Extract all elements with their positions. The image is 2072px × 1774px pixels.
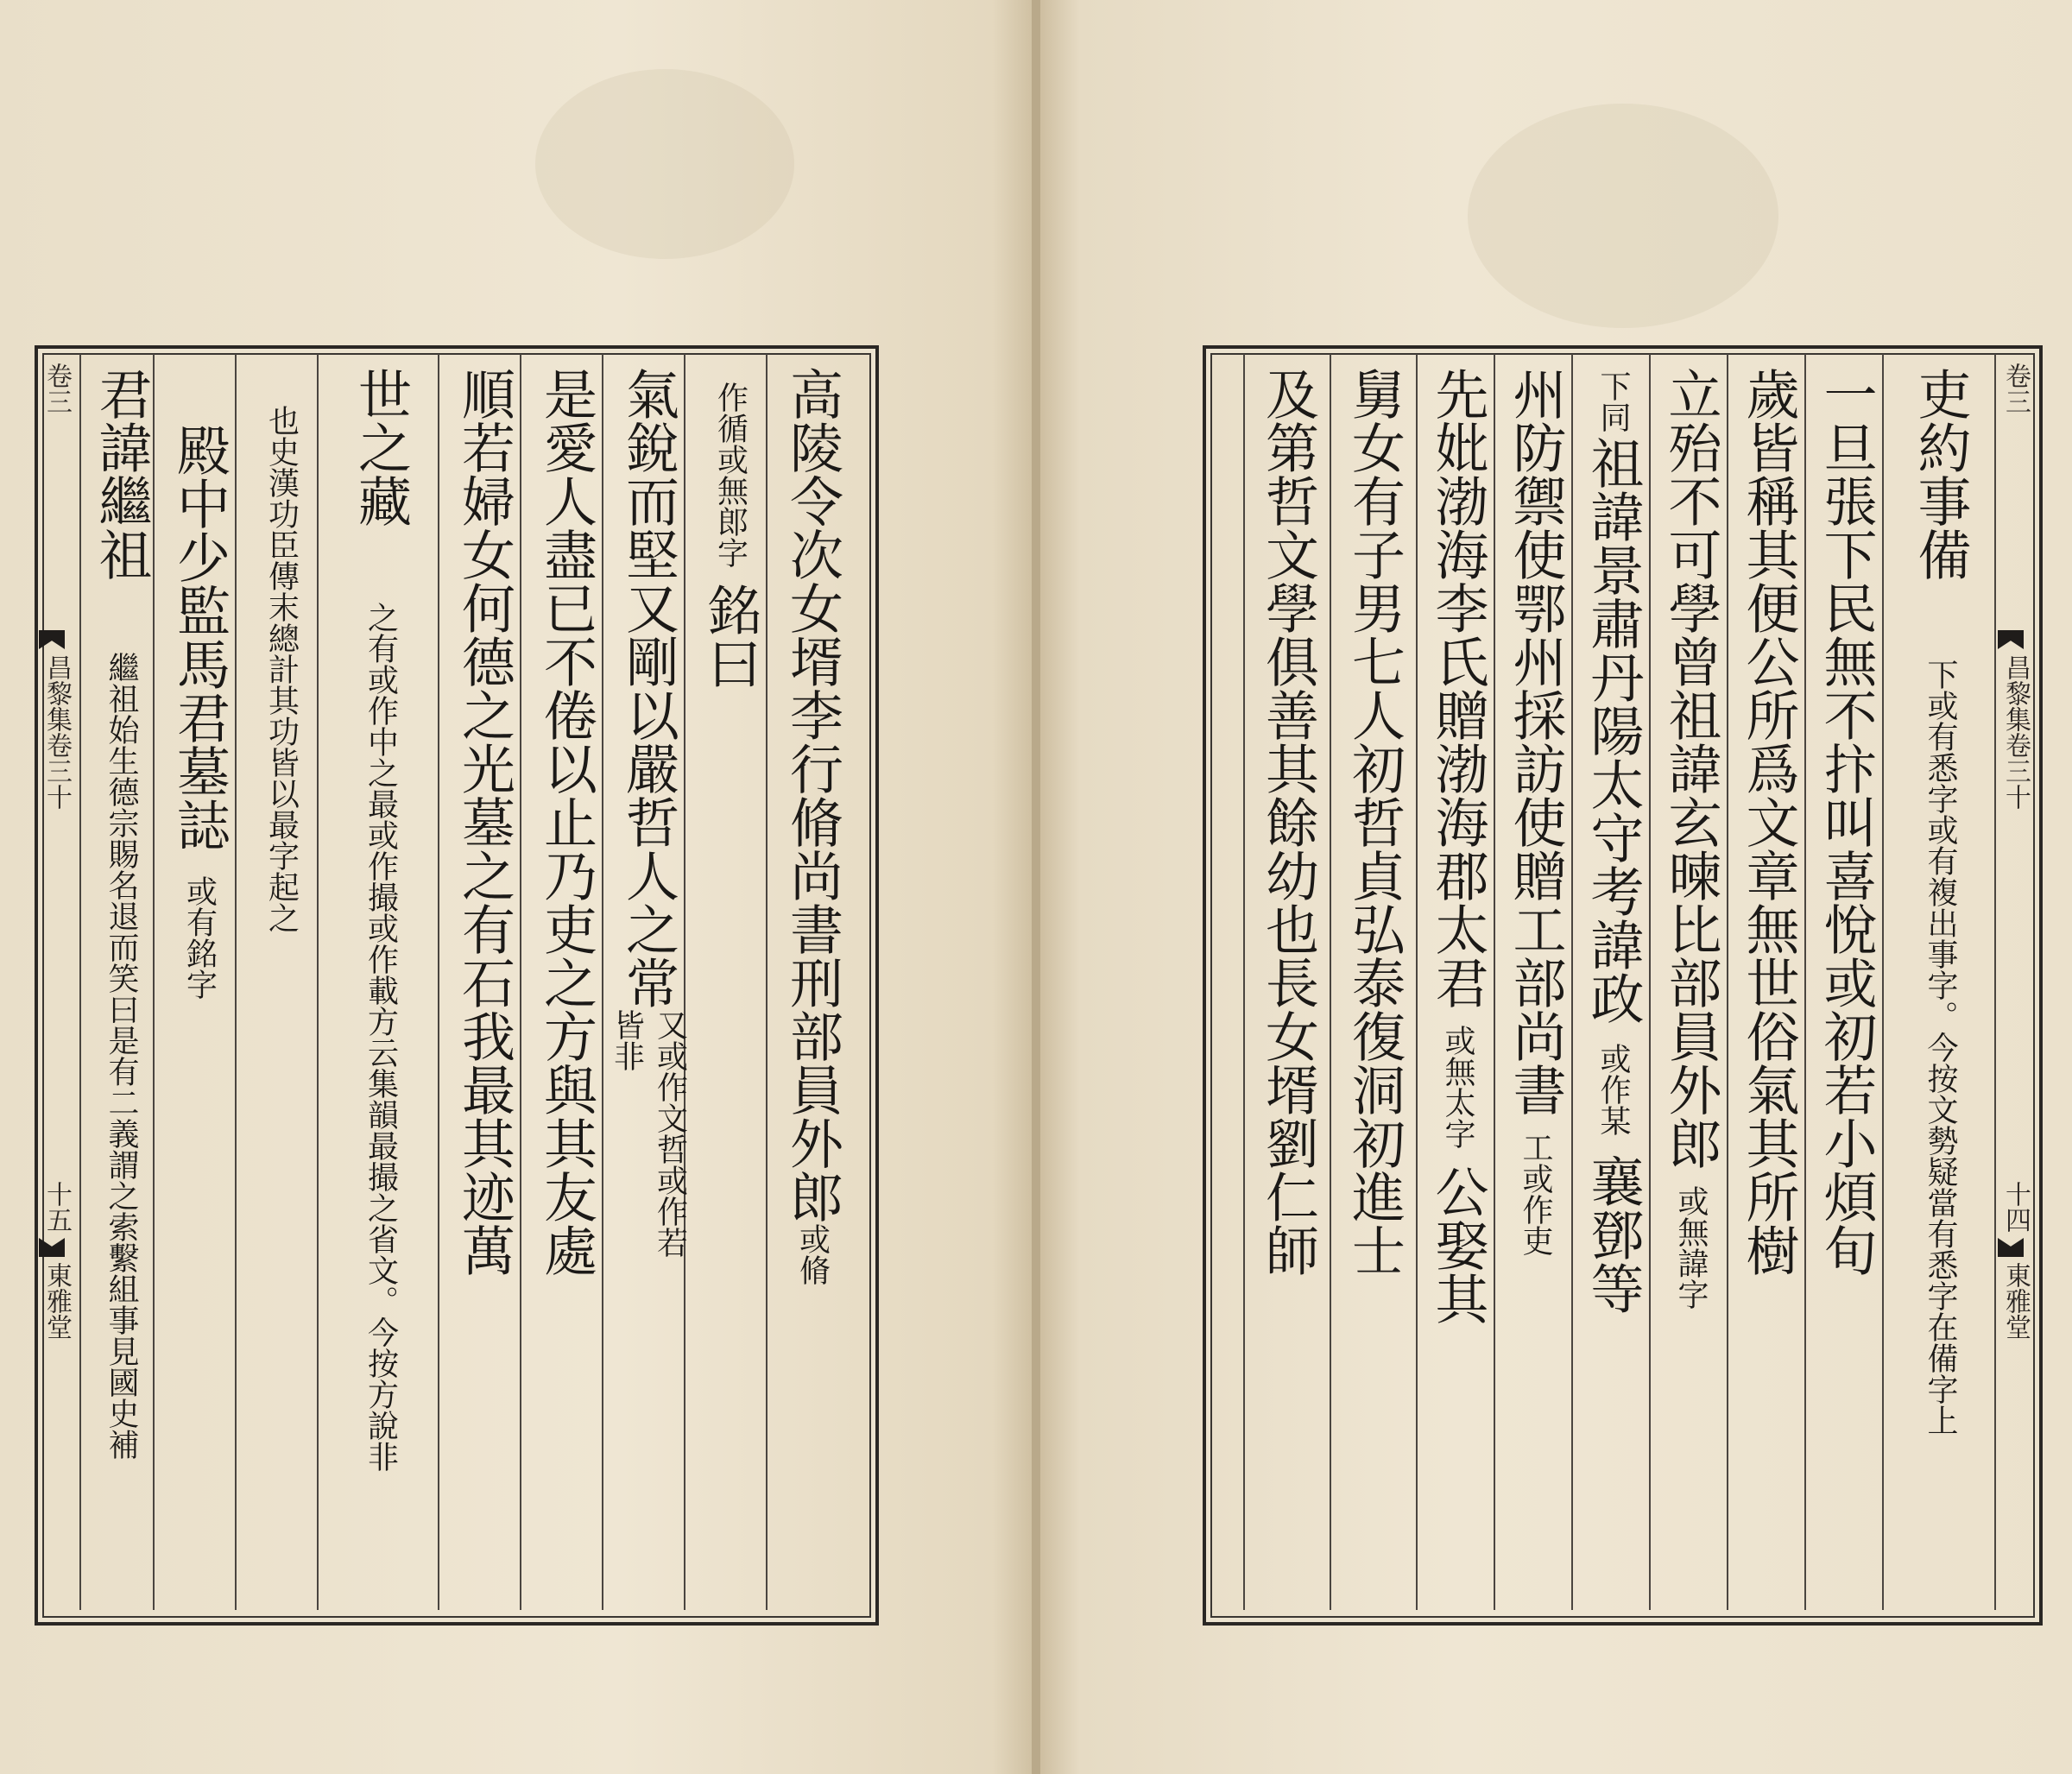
column-text: 公娶其 — [1426, 1165, 1489, 1325]
column-note: 或作某 — [1595, 1043, 1631, 1136]
strip-press: 東雅堂 — [41, 1262, 72, 1340]
column-text: 順若婦女何德之光墓之有石我最其迹萬 — [452, 367, 516, 1277]
text-column-4 — [525, 367, 607, 1277]
column-rule — [1330, 354, 1331, 1610]
column-text: 先妣渤海李氏贈渤海郡太君 — [1426, 367, 1489, 1009]
column-note: 或有銘字 — [181, 875, 218, 1000]
column-text: 君諱繼祖 — [90, 367, 153, 581]
fish-tail-mark — [39, 630, 65, 649]
fish-tail-mark — [1998, 630, 2024, 649]
left-page-margin-strip — [39, 363, 73, 1606]
strip-folio: 十四 — [2000, 1181, 2031, 1233]
column-note: 或無太字 — [1440, 1025, 1475, 1149]
column-note: 下同 — [1595, 370, 1631, 432]
column-text: 吏約事備 — [1909, 367, 1972, 581]
column-text: 祖諱景肅丹陽太守考諱政 — [1582, 436, 1645, 1025]
column-text: 氣銳而堅又剛以嚴哲人之常 — [616, 367, 680, 1009]
book-gutter — [1032, 0, 1040, 1774]
text-column-8 — [158, 423, 240, 1024]
column-text: 立殆不可學曾祖諱玄暕比部員外郎 — [1659, 367, 1722, 1170]
column-text: 舅女有子男七人初哲貞弘泰復洞初進士 — [1342, 367, 1406, 1277]
column-text: 歲皆稱其便公所爲文章無世俗氣其所樹 — [1737, 367, 1800, 1277]
text-column-7 — [240, 367, 322, 971]
text-column-6 — [1496, 367, 1574, 1272]
strip-title: 昌黎集卷三十 — [2000, 654, 2031, 810]
text-column-2 — [1807, 367, 1885, 1277]
column-text: 殿中少監馬君墓誌 — [167, 423, 231, 851]
text-column-1 — [771, 367, 853, 1285]
text-column-9 — [82, 367, 160, 1531]
text-column-3 — [607, 367, 689, 1268]
strip-folio: 十五 — [41, 1181, 72, 1233]
column-note: 繼祖始生德宗賜名退而笑曰是有二義謂之索繫組事見國史補 — [104, 652, 139, 1460]
text-column-2 — [689, 367, 771, 690]
right-page-margin-strip — [1998, 363, 2032, 1606]
column-text: 高陵令次女壻李行脩尚書刑部員外郎 — [780, 367, 844, 1223]
column-text: 銘曰 — [698, 583, 762, 690]
text-column-3 — [1729, 367, 1807, 1277]
column-note: 也史漢功臣傳末總計其功皆以最字起之 — [263, 405, 300, 933]
column-rule — [1416, 354, 1418, 1610]
text-column-5 — [1574, 367, 1652, 1315]
column-note: 或無諱字 — [1673, 1185, 1709, 1310]
column-text: 一旦張下民無不抃叫喜悅或初若小煩旬 — [1815, 367, 1878, 1277]
column-note: 或脩 — [794, 1223, 831, 1285]
text-column-7 — [1418, 367, 1496, 1325]
paper-stain — [535, 69, 794, 259]
text-column-6 — [322, 367, 439, 1546]
column-note: 工或作吏 — [1518, 1132, 1553, 1256]
text-column-1 — [1885, 367, 1995, 1513]
column-rule — [1243, 354, 1245, 1610]
paper-stain — [1468, 104, 1778, 328]
column-note: 下或有悉字或有複出事字。今按文勢疑當有悉字在備字上 — [1923, 659, 1958, 1436]
column-note: 作循或無郎字 — [712, 382, 749, 568]
column-text: 是愛人盡已不倦以止乃吏之方與其友處 — [534, 367, 598, 1277]
column-text: 世之藏 — [349, 367, 413, 527]
text-column-5 — [443, 367, 525, 1277]
column-note: 之有或作中之最或作撮或作載方云集韻最撮之省文。今按方說非 — [363, 602, 399, 1472]
column-text: 州防禦使鄂州採訪使贈工部尚書 — [1504, 367, 1567, 1116]
strip-top: 卷三 — [41, 363, 72, 414]
fish-tail-mark — [1998, 1238, 2024, 1257]
text-column-8 — [1332, 367, 1416, 1277]
column-note: 又或作文哲或作若皆非 — [609, 1009, 688, 1258]
strip-title: 昌黎集卷三十 — [41, 654, 72, 810]
text-column-9 — [1246, 367, 1330, 1277]
column-text: 及第哲文學俱善其餘幼也長女壻劉仁師 — [1256, 367, 1320, 1277]
strip-top: 卷三 — [2000, 363, 2031, 414]
fish-tail-mark — [39, 1238, 65, 1257]
column-rule — [79, 354, 81, 1610]
column-text: 襄鄧等 — [1582, 1154, 1645, 1315]
strip-press: 東雅堂 — [2000, 1262, 2031, 1340]
text-column-4 — [1652, 367, 1729, 1325]
